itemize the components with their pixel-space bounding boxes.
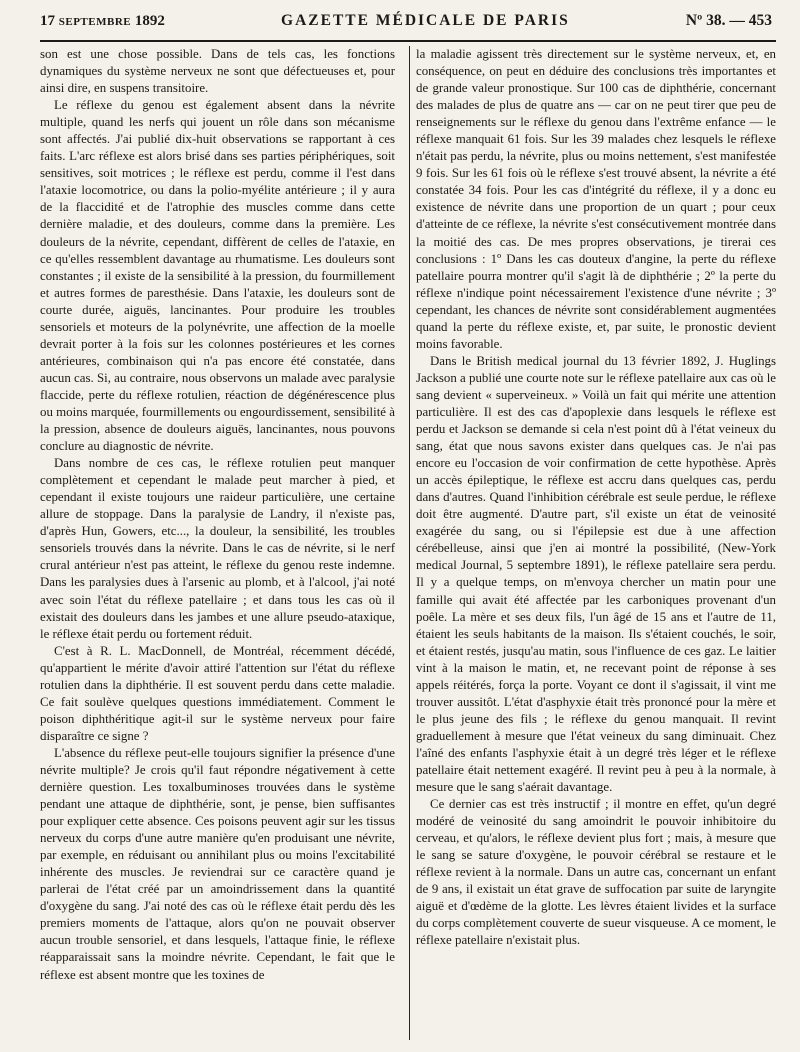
- page-header: [40, 12, 772, 38]
- header-date: 17 SEPTEMBRE 1892: [40, 13, 165, 29]
- issue-page-number: Nº 38. — 453: [685, 12, 772, 29]
- journal-title: GAZETTE MÉDICALE DE PARIS: [281, 12, 570, 29]
- header-rule: [40, 40, 776, 42]
- right-column: [416, 46, 776, 1040]
- paragraph: L'absence du réflexe peut-elle toujours signifier la présence d'une névrite multiple? Je crois qu'il faut répondre négativement à cette dernière question. Les toxalbuminoses trouvées dans le système pendant une attaque de diphthérie, sont, je pense, bien suffisantes pour expliquer cette absence. Ces poisons peuvent agir sur les tissus nerveux du corps d'une autre manière qu'en produisant une névrite, par exemple, en réduisant ou annihilant plus ou moins l'excitabilité inhérente des muscles. Je reviendrai sur ce caractère quand je parlerai de l'état créé par un amoindrissement dans la quantité d'oxygène du sang. J'ai noté des cas où le réflexe était perdu dès les premiers moments de l'attaque, alors qu'on ne pouvait observer aucun trouble sensoriel, et dans lesquels, l'attaque finie, le réflexe réapparaissait sans la moindre névrite. Cependant, le fait que le réflexe est absent montre que les toxines de: [40, 745, 395, 982]
- paragraph: Ce dernier cas est très instructif ; il montre en effet, qu'un degré modéré de veinosité du sang amoindrit le pouvoir inhibitoire du cerveau, et qu'alors, le réflexe devient plus fort ; mais, à mesure que le sang se sature d'oxygène, le pouvoir cérébral se restaure et le réflexe revient à la normale. Dans un autre cas, concernant un enfant de 9 ans, il existait un état grave de suffocation par suite de laryngite aiguë et d'œdème de la glotte. Les lèvres étaient livides et la surface du corps complètement couverte de sueur visqueuse. A ce moment, le réflexe patellaire n'existait plus.: [416, 797, 776, 948]
- paragraph: Dans le British medical journal du 13 février 1892, J. Huglings Jackson a publié une courte note sur le réflexe patellaire aux cas où le sang devient « superveineux. » Voilà un fait qui mérite une attention particulière. Il est des cas d'apoplexie dans lesquels le réflexe est perdu et Jackson se demande si cela n'est point dû à l'état veineux du sang, état que nous savons exister dans quelques cas. Je n'ai pas encore eu l'occasion de voir confirmation de cette hypothèse. Après un accès épileptique, le réflexe est accru dans quelques cas, perdu dans d'autres. Quand l'inhibition cérébrale est seule perdue, le réflexe doit être augmenté. D'autre part, s'il existe un état de veinosité exagérée du sang, ou si l'épilepsie est due à une affection cérébelleuse, ainsi que j'en ai montré la possibilité, (New-York medical Journal, 5 septembre 1891), le réflexe patellaire sera perdu. Il y a quelque temps, on m'envoya chercher un matin pour une famille qui avait été affectée par les carboniques provenant d'un poêle. La mère et ses deux fils, l'un âgé de 15 ans et l'autre de 11, étaient les seuls habitants de la maison. Ils s'étaient couchés, le soir, et étaient restés, jusqu'au matin, sous l'influence de ces gaz. Le laitier vint à la maison le matin, et, ne recevant point de réponse à ses appels réitérés, força la porte. Voyant ce dont il s'agissait, il vint me trouver aussitôt. L'état d'asphyxie était très prononcé pour la mère et le plus jeune des fils ; le réflexe du genou manquait. Il revint graduellement à mesure que l'état veineux du sang diminuait. Chez l'aîné des enfants l'asphyxie était à un degré très léger et le réflexe patellaire était nettement exagéré. Il revint peu à peu à la normale, à mesure que le sang s'aérait davantage.: [416, 353, 776, 795]
- paragraph: Le réflexe du genou est également absent dans la névrite multiple, quand les nerfs qui jouent un rôle dans son mécanisme sont affectés. J'ai publié dix-huit observations se rapportant à ces faits. L'arc réflexe est alors brisé dans ses parties périphériques, soit sensitives, soit motrices ; le réflexe est perdu, comme il l'est dans l'ataxie locomotrice, ou dans la polio-myélite antérieure ; il y aura de la flaccidité et de l'atrophie des muscles comme dans cette dernière maladie, et des douleurs, comme dans la première. Les douleurs de la névrite, cependant, diffèrent de celles de l'ataxie, en ce qu'elles ressemblent davantage au rhumatisme. Les douleurs sont constantes ; il existe de la sensibilité à la pression, du fourmillement et autres formes de paresthésie. Dans l'ataxie, les douleurs sont de courte durée, aiguës, lancinantes. Pour produire les troubles sensoriels et moteurs de la polynévrite, une affection de la moelle devrait porter à la fois sur les colonnes postérieures et les cornes antérieures, combinaison qui n'a pas encore été constatée, dans aucun cas. Si, au contraire, nous observons un malade avec paralysie flaccide, perte du réflexe rotulien, réaction de dégénérescence plus ou moins marquée, fourmillements ou engourdissement, sensibilité à la pression, absence de douleurs aiguës, lancinantes, nous pouvons conclure au diagnostic de névrite.: [40, 98, 395, 454]
- paragraph: son est une chose possible. Dans de tels cas, les fonctions dynamiques du système nerveux ne sont que défectueuses et, pour ainsi dire, en suspens transitoire.: [40, 47, 395, 96]
- paragraph: Dans nombre de ces cas, le réflexe rotulien peut manquer complètement et cependant le malade peut marcher à pied, et cependant il existe toujours une raideur particulière, une certaine allure de stoppage. Dans la paralysie de Landry, il n'existe pas, d'après Hun, Gowers, etc..., la douleur, la sensibilité, les troubles sensoriels trouvés dans la névrite. Dans le cas de névrite, si le nerf crural antérieur n'est pas atteint, le réflexe du genou reste indemne. Dans les paralysies dues à l'arsenic au plomb, et à l'alcool, j'ai noté avec soin l'état du réflexe patellaire ; et dans tous les cas où il existait des douleurs dans les jambes et une allure pseudo-ataxique, le réflexe était perdu ou fortement réduit.: [40, 456, 395, 641]
- paragraph: C'est à R. L. MacDonnell, de Montréal, récemment décédé, qu'appartient le mérite d'avoir attiré l'attention sur l'état du réflexe rotulien dans la diphthérie. Il est souvent perdu dans cette maladie. Ce fait soulève quelques questions immédiatement. Comment le poison diphthéritique agit-il sur le système nerveux pour faire disparaître ce signe ?: [40, 643, 395, 743]
- column-divider: [409, 46, 410, 1040]
- left-column: [40, 46, 395, 1040]
- paragraph: la maladie agissent très directement sur le système nerveux, et, en conséquence, on peut en déduire des conclusions très importantes et de grande valeur pronostique. Sur 100 cas de diphthérie, concernant des malades de plus de quatre ans — car on ne peut tirer que peu de renseignements sur le réflexe du genou dans l'extrême enfance — le réflexe manquait 61 fois. Sur les 39 malades chez lesquels le réflexe n'était pas perdu, la névrite, plus ou moins nettement, s'est manifestée 9 fois. Sur les 61 fois où le réflexe s'est trouvé absent, la névrite a été constatée 34 fois. Pour les cas d'intégrité du réflexe, il y a donc eu existence de névrite dans une proportion de un quart ; pour ceux d'atteinte de ce réflexe, la névrite s'est consécutivement montrée dans la moitié des cas. De mes propres observations, je tirerai ces conclusions : 1º Dans les cas douteux d'angine, la perte du réflexe patellaire pourra montrer qu'il s'agit là de diphthérie ; 2º la perte du réflexe n'indique point nécessairement l'existence d'une névrite ; 3º cependant, les chances de névrite sont considérablement augmentées quand la perte du réflexe existe, et, par suite, le pronostic devient moins favorable.: [416, 47, 776, 351]
